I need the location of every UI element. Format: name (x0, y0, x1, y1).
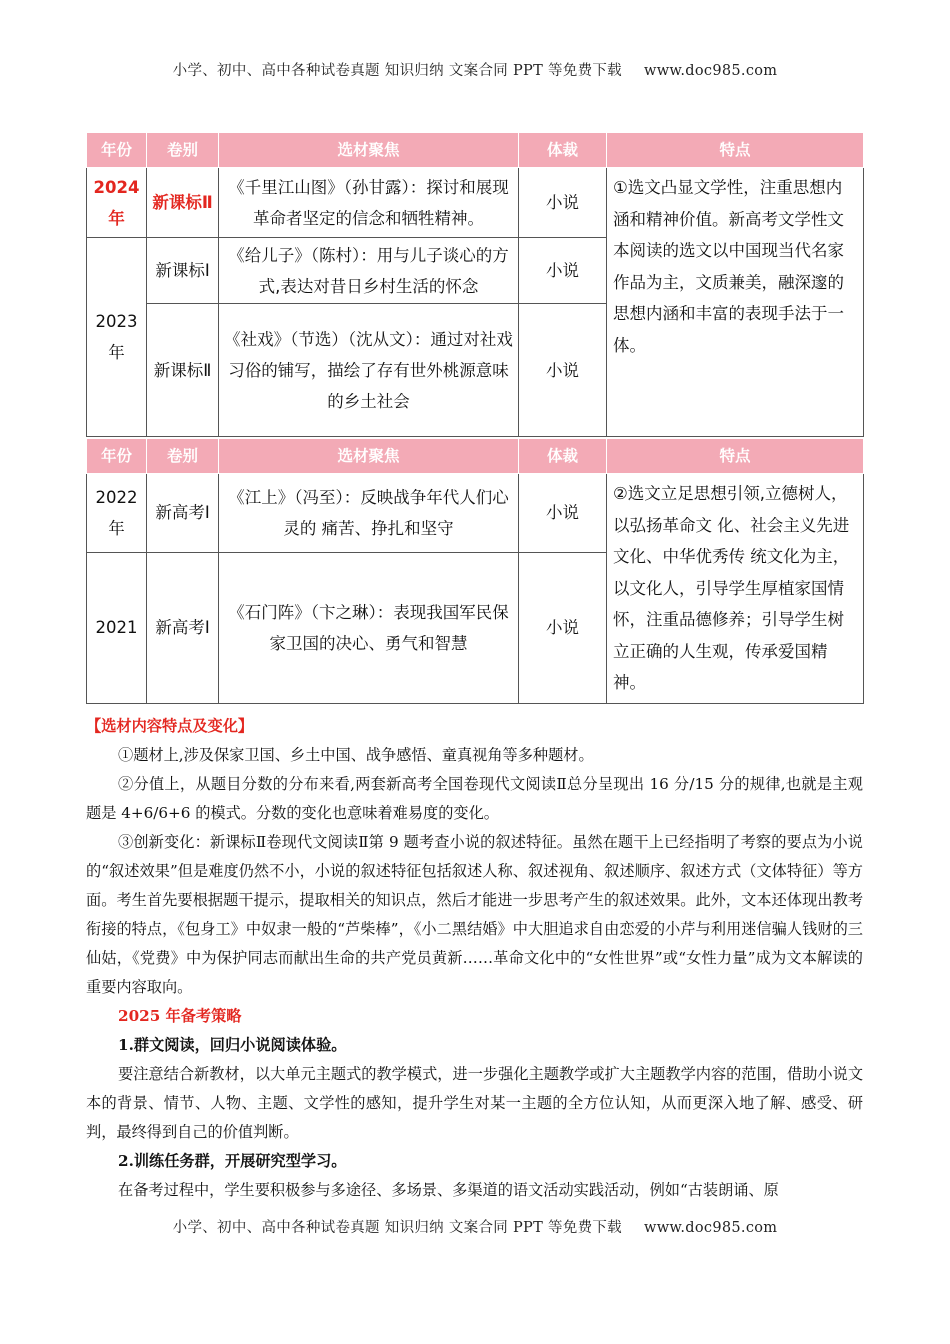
strategy-title: 2025 年备考策略 (118, 1007, 242, 1025)
genre-cell: 小说 (519, 168, 607, 238)
page-header (0, 59, 950, 80)
focus-cell: 《千里江山图》（孙甘露）：探讨和展现革命者坚定的信念和牺牲精神。 (219, 168, 519, 238)
exam-table-bottom (86, 438, 864, 704)
focus-cell: 《给儿子》（陈村）：用与儿子谈心的方式,表达对昔日乡村生活的怀念 (219, 238, 519, 304)
focus-cell: 《社戏》（节选）（沈从文）：通过对社戏习俗的铺写，描绘了存有世外桃源意味的乡土社会 (219, 304, 519, 437)
focus-cell: 《石门阵》（卞之琳）：表现我国军民保家卫国的决心、勇气和智慧 (219, 552, 519, 703)
header-url[interactable]: www.doc985.com (643, 63, 778, 79)
genre-cell: 小说 (519, 238, 607, 304)
footer-text: 小学、初中、高中各种试卷真题 知识归纳 文案合同 PPT 等免费下载 (172, 1220, 622, 1236)
section-title: 【选材内容特点及变化】 (86, 717, 254, 735)
table-row (87, 474, 864, 553)
paragraph: 要注意结合新教材，以大单元主题式的教学模式，进一步强化主题教学或扩大主题教学内容的范围，借助小说文本的背景、情节、人物、主题、文学性的感知，提升学生对某一主题的全方位认知，从而更深入地了解、感受、研判，最终得到自己的价值判断。 (86, 1065, 863, 1141)
strategy-heading: 2.训练任务群，开展研究型学习。 (118, 1152, 347, 1170)
year-cell: 2024年 (87, 168, 147, 238)
paper-cell: 新课标Ⅰ (147, 238, 219, 304)
header-year: 年份 (87, 439, 147, 474)
strategy-heading: 1.群文阅读，回归小说阅读体验。 (118, 1036, 347, 1054)
year-cell: 2022年 (87, 474, 147, 553)
paragraph: ②分值上，从题目分数的分布来看,两套新高考全国卷现代文阅读Ⅱ总分呈现出 16 分/15 分的规律,也就是主观题是 4+6/6+6 的模式。分数的变化也意味着难易度的变化。 (86, 775, 863, 822)
header-paper: 卷别 (147, 439, 219, 474)
header-feature: 特点 (607, 439, 864, 474)
focus-cell: 《江上》（冯至）：反映战争年代人们心灵的 痛苦、挣扎和坚守 (219, 474, 519, 553)
paragraph: ③创新变化：新课标Ⅱ卷现代文阅读Ⅱ第 9 题考查小说的叙述特征。虽然在题干上已经指明了考察的要点为小说的“叙述效果”但是难度仍然不小，小说的叙述特征包括叙述人称、叙述视角、叙述顺序、叙述方式（文体特征）等方面。考生首先要根据题干提示，提取相关的知识点，然后才能进一步思考产生的叙述效果。此外，文本还体现出教考衔接的特点，《包身工》中奴隶一般的“芦柴棒”，《小二黑结婚》中大胆追求自由恋爱的小芹与利用迷信骗人钱财的三仙姑，《党费》中为保护同志而献出生命的共产党员黄新……革命文化中的“女性世界”或“女性力量”成为文本解读的重要内容取向。 (86, 833, 863, 996)
table-row (87, 168, 864, 238)
table-header-row (87, 439, 864, 474)
paper-cell: 新高考Ⅰ (147, 474, 219, 553)
content-body (86, 712, 863, 1205)
paragraph: 在备考过程中，学生要积极参与多途径、多场景、多渠道的语文活动实践活动，例如“古装朗诵、原 (118, 1181, 779, 1199)
paragraph: ①题材上,涉及保家卫国、乡土中国、战争感悟、童真视角等多种题材。 (118, 746, 594, 764)
genre-cell: 小说 (519, 304, 607, 437)
header-genre: 体裁 (519, 133, 607, 168)
feature-cell: ②选文立足思想引领,立德树人，以弘扬革命文 化、社会主义先进文化、中华优秀传 统文化为主，以文化人，引导学生厚植家国情怀，注重品德修养；引导学生树立正确的人生观，传承爱国精神。 (607, 474, 864, 704)
table-header-row (87, 133, 864, 168)
header-genre: 体裁 (519, 439, 607, 474)
genre-cell: 小说 (519, 474, 607, 553)
header-text: 小学、初中、高中各种试卷真题 知识归纳 文案合同 PPT 等免费下载 (172, 63, 622, 79)
header-focus: 选材聚焦 (219, 439, 519, 474)
year-cell: 2023年 (87, 238, 147, 437)
footer-url[interactable]: www.doc985.com (643, 1220, 778, 1236)
paper-cell: 新课标Ⅱ (147, 168, 219, 238)
genre-cell: 小说 (519, 552, 607, 703)
header-paper: 卷别 (147, 133, 219, 168)
year-cell: 2021 (87, 552, 147, 703)
header-year: 年份 (87, 133, 147, 168)
exam-table-top (86, 132, 864, 437)
header-feature: 特点 (607, 133, 864, 168)
page-footer (0, 1216, 950, 1237)
paper-cell: 新课标Ⅱ (147, 304, 219, 437)
paper-cell: 新高考Ⅰ (147, 552, 219, 703)
header-focus: 选材聚焦 (219, 133, 519, 168)
feature-cell: ①选文凸显文学性，注重思想内涵和精神价值。新高考文学性文本阅读的选文以中国现当代名家作品为主，文质兼美，融深邃的思想内涵和丰富的表现手法于一体。 (607, 168, 864, 437)
